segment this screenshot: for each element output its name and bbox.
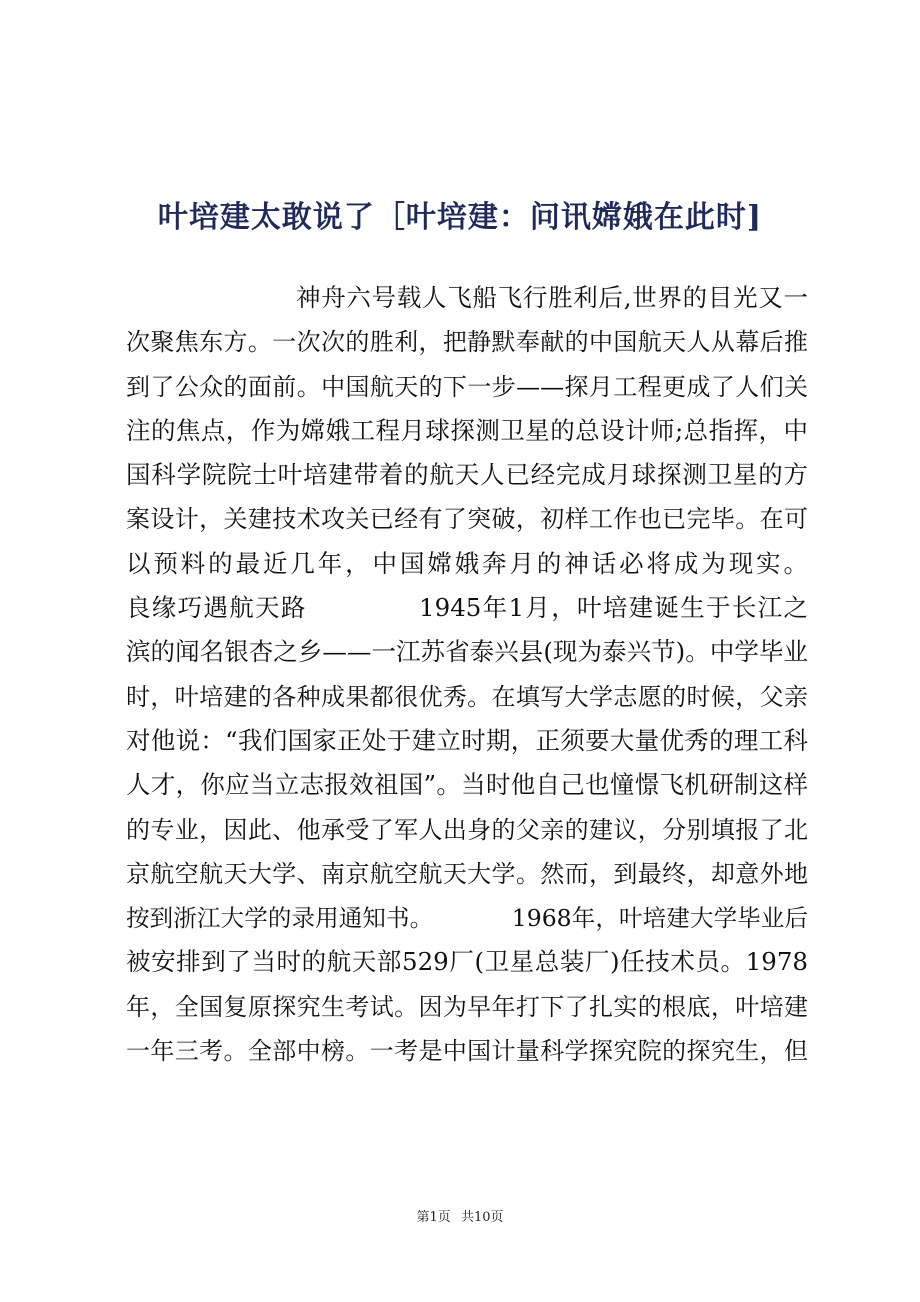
text-line: 的专业，因此、他承受了军人出身的父亲的建议，分别填报了北: [126, 815, 808, 844]
document-body: [126, 276, 808, 1073]
text-line: 神舟六号载人飞船飞行胜利后,世界的目光又一: [296, 283, 808, 312]
text-line: 国科学院院士叶培建带着的航天人已经完成月球探测卫星的方: [126, 460, 808, 490]
text-line: 对他说：“我们国家正处于建立时期，正须要大量优秀的理工科: [126, 725, 808, 755]
page-total: 共10页: [460, 1210, 504, 1225]
text-line: 良缘巧遇航天路 1945年1月，叶培建诞生于长江之: [126, 593, 808, 623]
text-line: 注的焦点，作为嫦娥工程月球探测卫星的总设计师;总指挥，中: [126, 415, 808, 445]
text-line: 滨的闻名银杏之乡——一江苏省泰兴县(现为泰兴节)。中学毕业: [126, 637, 808, 667]
text-line: 人才，你应当立志报效祖国”。当时他自己也憧憬飞机研制这样: [126, 770, 808, 800]
text-line: 到了公众的面前。中国航天的下一步——探月工程更成了人们关: [126, 372, 808, 401]
page-footer: [0, 1206, 920, 1225]
page-number: 第1页: [416, 1210, 451, 1225]
text-line: 按到浙江大学的录用通知书。 1968年，叶培建大学毕业后: [126, 904, 808, 933]
text-line: 次聚焦东方。一次次的胜利，把静默奉献的中国航天人从幕后推: [126, 328, 808, 357]
text-line: 一年三考。全部中榜。一考是中国计量科学探究院的探究生，但: [126, 1037, 808, 1066]
text-line: 年，全国复原探究生考试。因为早年打下了扎实的根底，叶培建: [126, 992, 808, 1021]
text-line: 案设计，关建技术攻关已经有了突破，初样工作也已完毕。在可: [126, 505, 808, 534]
text-line: 被安排到了当时的航天部529厂(卫星总装厂)任技术员。1978: [126, 947, 808, 977]
text-line: 京航空航天大学、南京航空航天大学。然而，到最终，却意外地: [126, 859, 808, 888]
text-line: 时，叶培建的各种成果都很优秀。在填写大学志愿的时候，父亲: [126, 682, 808, 711]
text-line: 以预料的最近几年，中国嫦娥奔月的神话必将成为现实。: [126, 548, 808, 578]
page-title: 叶培建太敢说了［叶培建：问讯嫦娥在此时]: [157, 200, 763, 235]
